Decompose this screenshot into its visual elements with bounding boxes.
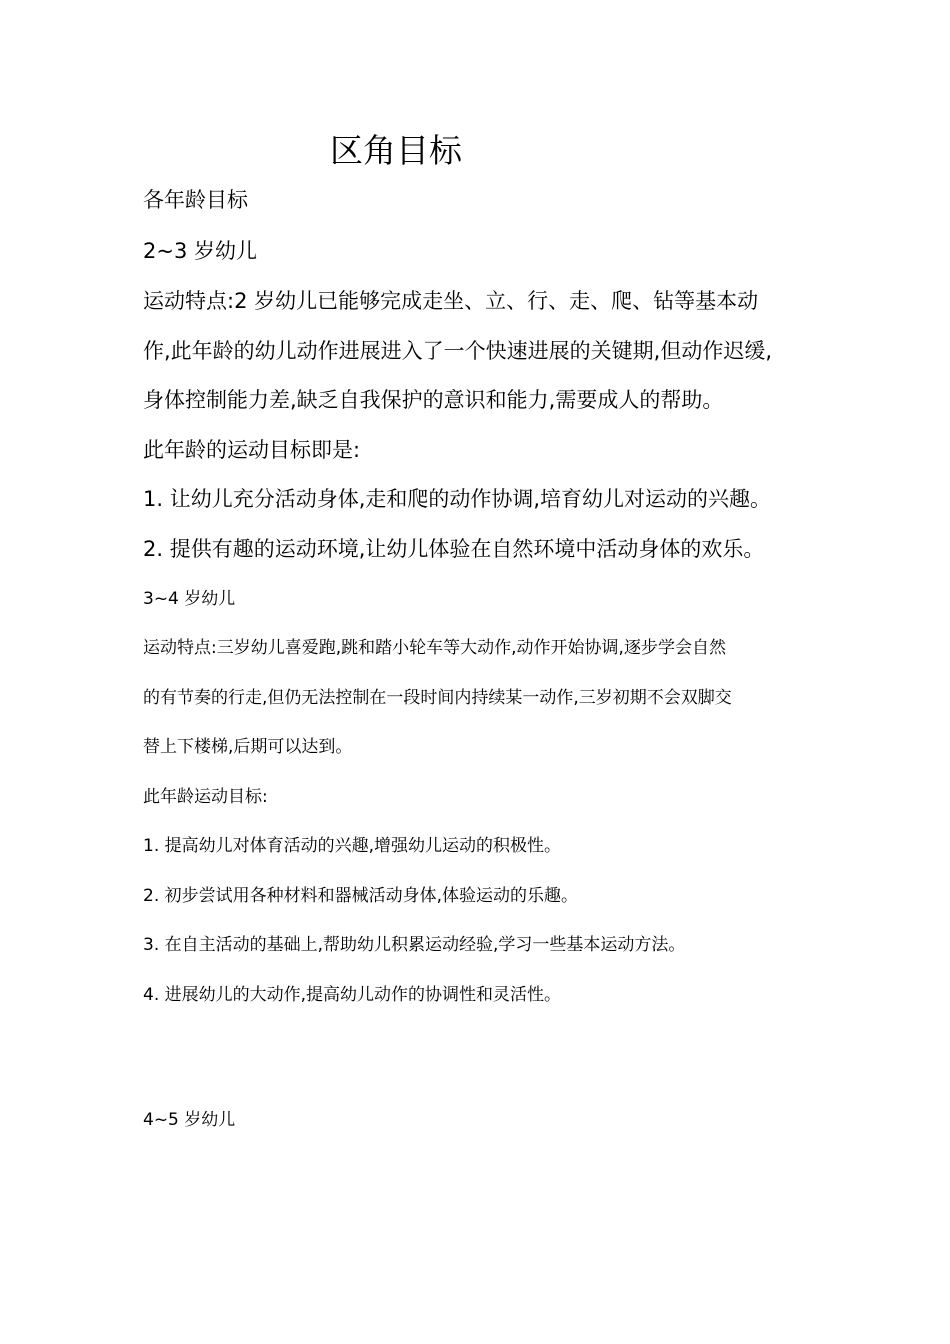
document-title: 区角目标 bbox=[330, 131, 462, 170]
paragraph-line: 的有节奏的行走,但仍无法控制在一段时间内持续某一动作,三岁初期不会双脚交 bbox=[143, 688, 732, 708]
goal-item: 4. 进展幼儿的大动作,提高幼儿动作的协调性和灵活性。 bbox=[143, 985, 562, 1005]
goal-item: 2. 初步尝试用各种材料和器械活动身体,体验运动的乐趣。 bbox=[143, 886, 579, 906]
goal-item: 3. 在自主活动的基础上,帮助幼儿积累运动经验,学习一些基本运动方法。 bbox=[143, 935, 686, 955]
subtitle: 各年龄目标 bbox=[143, 188, 248, 212]
section-heading-2-3: 2~3 岁幼儿 bbox=[143, 239, 257, 263]
goal-item: 1. 提高幼儿对体育活动的兴趣,增强幼儿运动的积极性。 bbox=[143, 836, 562, 856]
paragraph-line: 身体控制能力差,缺乏自我保护的意识和能力,需要成人的帮助。 bbox=[143, 388, 724, 412]
goal-item: 1. 让幼儿充分活动身体,走和爬的动作协调,培育幼儿对运动的兴趣。 bbox=[143, 487, 772, 511]
section-heading-4-5: 4~5 岁幼儿 bbox=[143, 1110, 236, 1130]
section-heading-3-4: 3~4 岁幼儿 bbox=[143, 589, 236, 609]
paragraph-line: 运动特点:三岁幼儿喜爱跑,跳和踏小轮车等大动作,动作开始协调,逐步学会自然 bbox=[143, 638, 726, 658]
paragraph-line: 运动特点:2 岁幼儿已能够完成走坐、立、行、走、爬、钻等基本动 bbox=[143, 289, 759, 313]
paragraph-line: 作,此年龄的幼儿动作进展进入了一个快速进展的关键期,但动作迟缓, bbox=[143, 339, 773, 363]
goals-label: 此年龄运动目标: bbox=[143, 787, 268, 807]
goal-item: 2. 提供有趣的运动环境,让幼儿体验在自然环境中活动身体的欢乐。 bbox=[143, 537, 765, 561]
paragraph-line: 替上下楼梯,后期可以达到。 bbox=[143, 737, 353, 757]
goals-label: 此年龄的运动目标即是: bbox=[143, 438, 361, 462]
